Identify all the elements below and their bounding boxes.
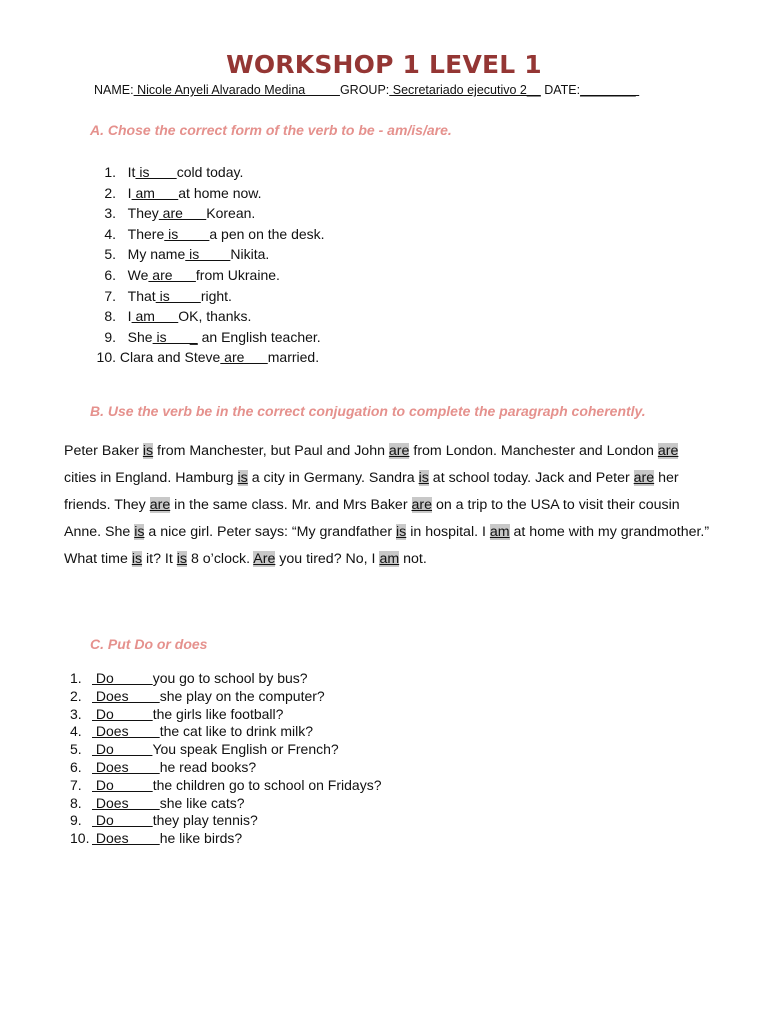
paragraph-text: her friends. They — [64, 470, 679, 513]
item-number: 2. — [70, 687, 82, 704]
date-label: DATE: — [540, 83, 581, 97]
item-number: 10. — [96, 349, 116, 366]
item-text-before: They — [127, 205, 159, 222]
item-number: 8. — [70, 794, 82, 811]
list-item — [70, 759, 382, 777]
section-b-paragraph — [64, 438, 714, 573]
paragraph-text: Peter Baker — [64, 443, 143, 459]
item-number: 6. — [104, 266, 116, 283]
list-item — [70, 741, 382, 759]
item-answer: is — [135, 164, 177, 180]
paragraph-text: in hospital. I — [406, 524, 490, 540]
highlighted-answer: Are — [253, 551, 276, 567]
list-item — [70, 688, 382, 706]
item-text-after: he read books? — [159, 758, 257, 775]
item-answer: Do — [92, 705, 153, 722]
paragraph-text: you tired? No, I — [275, 551, 380, 567]
group-value: Secretariado ejecutivo 2__ — [389, 83, 541, 97]
item-text-after: at home now. — [178, 184, 262, 201]
item-answer: Does — [92, 758, 160, 775]
item-text-before: My name — [127, 246, 186, 263]
item-answer: are — [148, 266, 196, 283]
list-item — [94, 327, 325, 348]
item-text-after: they play tennis? — [152, 812, 258, 829]
highlighted-answer: are — [657, 443, 679, 459]
item-number: 6. — [70, 758, 82, 775]
paragraph-text: on a trip to the USA to visit their cousin Anne. She — [64, 497, 680, 540]
item-text-after: the girls like football? — [152, 705, 284, 722]
item-text-after: you go to school by bus? — [152, 670, 308, 686]
student-info-line — [94, 83, 639, 97]
item-text-before: We — [127, 266, 149, 283]
highlighted-answer: is — [396, 524, 407, 540]
item-text-after: he like birds? — [159, 830, 243, 847]
list-item — [70, 830, 382, 848]
highlighted-answer: is — [237, 470, 248, 486]
item-text-after: from Ukraine. — [195, 266, 280, 283]
list-item — [94, 183, 325, 204]
item-number: 5. — [70, 741, 82, 758]
item-number: 3. — [70, 705, 82, 722]
list-item — [70, 706, 382, 724]
item-answer: Does — [92, 794, 160, 811]
item-text-after: a pen on the desk. — [209, 225, 325, 242]
item-number: 9. — [70, 812, 82, 829]
item-text-after: You speak English or French? — [152, 741, 339, 758]
item-text-after: the children go to school on Fridays? — [152, 776, 382, 793]
item-text-after: the cat like to drink milk? — [159, 723, 313, 740]
item-answer: Do — [92, 776, 153, 793]
item-answer: are — [220, 349, 268, 366]
item-text-after: Nikita. — [230, 246, 270, 263]
highlighted-answer: is — [142, 443, 154, 459]
item-text-before: She — [127, 328, 153, 345]
item-text-before: Clara and Steve — [119, 349, 221, 366]
item-answer: Does — [92, 723, 160, 740]
list-item — [94, 162, 325, 183]
item-text-after: Korean. — [206, 205, 256, 222]
highlighted-answer: are — [149, 497, 171, 513]
item-answer: Do — [92, 812, 153, 829]
list-item — [94, 203, 325, 224]
item-answer: is _ — [152, 328, 198, 345]
item-answer: Does — [92, 830, 160, 847]
item-number: 3. — [104, 205, 116, 222]
item-text-before: I — [127, 308, 132, 325]
list-item — [94, 306, 325, 327]
paragraph-text: from Manchester, but Paul and John — [153, 443, 389, 459]
list-item — [70, 777, 382, 795]
item-answer: Do — [92, 741, 153, 758]
name-label: NAME: — [94, 83, 134, 97]
highlighted-answer: are — [388, 443, 410, 459]
section-b-heading: B. Use the verb be in the correct conjugation to complete the paragraph coherently. — [90, 403, 646, 419]
highlighted-answer: am — [489, 524, 510, 540]
highlighted-answer: is — [418, 470, 429, 486]
item-text-before: It — [127, 164, 136, 180]
item-text-before: I — [127, 184, 132, 201]
item-text-after: married. — [267, 349, 320, 366]
item-text-after: OK, thanks. — [178, 308, 252, 325]
item-number: 8. — [104, 308, 116, 325]
item-number: 7. — [70, 776, 82, 793]
item-text-after: she play on the computer? — [159, 687, 325, 704]
list-item — [70, 812, 382, 830]
paragraph-text: a city in Germany. Sandra — [247, 470, 419, 486]
item-answer: am — [131, 184, 179, 201]
list-item — [94, 286, 325, 307]
item-answer: are — [158, 205, 207, 222]
highlighted-answer: are — [411, 497, 433, 513]
name-value: Nicole Anyeli Alvarado Medina — [133, 83, 340, 97]
item-answer: is — [155, 287, 201, 304]
item-number: 1. — [104, 164, 116, 180]
item-number: 2. — [104, 184, 116, 201]
list-item — [70, 670, 382, 688]
paragraph-text: cities in England. Hamburg — [64, 470, 238, 486]
worksheet-title: WORKSHOP 1 LEVEL 1 — [226, 50, 542, 79]
item-number: 4. — [104, 225, 116, 242]
item-answer: Do — [92, 670, 153, 686]
paragraph-text: 8 o’clock. — [187, 551, 254, 567]
item-answer: Does — [92, 687, 160, 704]
highlighted-answer: is — [134, 524, 145, 540]
highlighted-answer: is — [131, 551, 143, 567]
section-a-heading: A. Chose the correct form of the verb to be - am/is/are. — [90, 122, 452, 138]
paragraph-text: in the same class. Mr. and Mrs Baker — [170, 497, 412, 513]
section-c-list — [70, 670, 382, 848]
list-item — [94, 347, 325, 368]
paragraph-text: not. — [399, 551, 427, 567]
item-number: 7. — [104, 287, 116, 304]
item-answer: is — [164, 225, 210, 242]
highlighted-answer: is — [176, 551, 188, 567]
highlighted-answer: am — [379, 551, 400, 567]
date-value: ________ — [580, 83, 640, 97]
list-item — [94, 265, 325, 286]
item-text-before: That — [127, 287, 156, 304]
paragraph-text: at school today. Jack and Peter — [428, 470, 634, 486]
item-answer: am — [131, 308, 179, 325]
paragraph-text: it? It — [142, 551, 177, 567]
list-item — [70, 795, 382, 813]
list-item — [70, 723, 382, 741]
paragraph-text: from London. Manchester and London — [409, 443, 658, 459]
list-item — [94, 224, 325, 245]
section-c-heading: C. Put Do or does — [90, 636, 208, 652]
item-number: 4. — [70, 723, 82, 740]
list-item — [94, 244, 325, 265]
paragraph-text: at home with my grandmother.” What time — [64, 524, 710, 567]
item-number: 10. — [70, 830, 90, 847]
item-text-after: cold today. — [176, 164, 244, 180]
item-number: 1. — [70, 670, 82, 686]
highlighted-answer: are — [633, 470, 655, 486]
item-text-after: an English teacher. — [197, 328, 321, 345]
section-a-list — [94, 162, 325, 368]
item-text-after: she like cats? — [159, 794, 245, 811]
item-text-after: right. — [200, 287, 232, 304]
item-answer: is — [185, 246, 231, 263]
paragraph-text: a nice girl. Peter says: “My grandfather — [144, 524, 397, 540]
group-label: GROUP: — [339, 83, 390, 97]
item-text-before: There — [127, 225, 165, 242]
item-number: 5. — [104, 246, 116, 263]
item-number: 9. — [104, 328, 116, 345]
